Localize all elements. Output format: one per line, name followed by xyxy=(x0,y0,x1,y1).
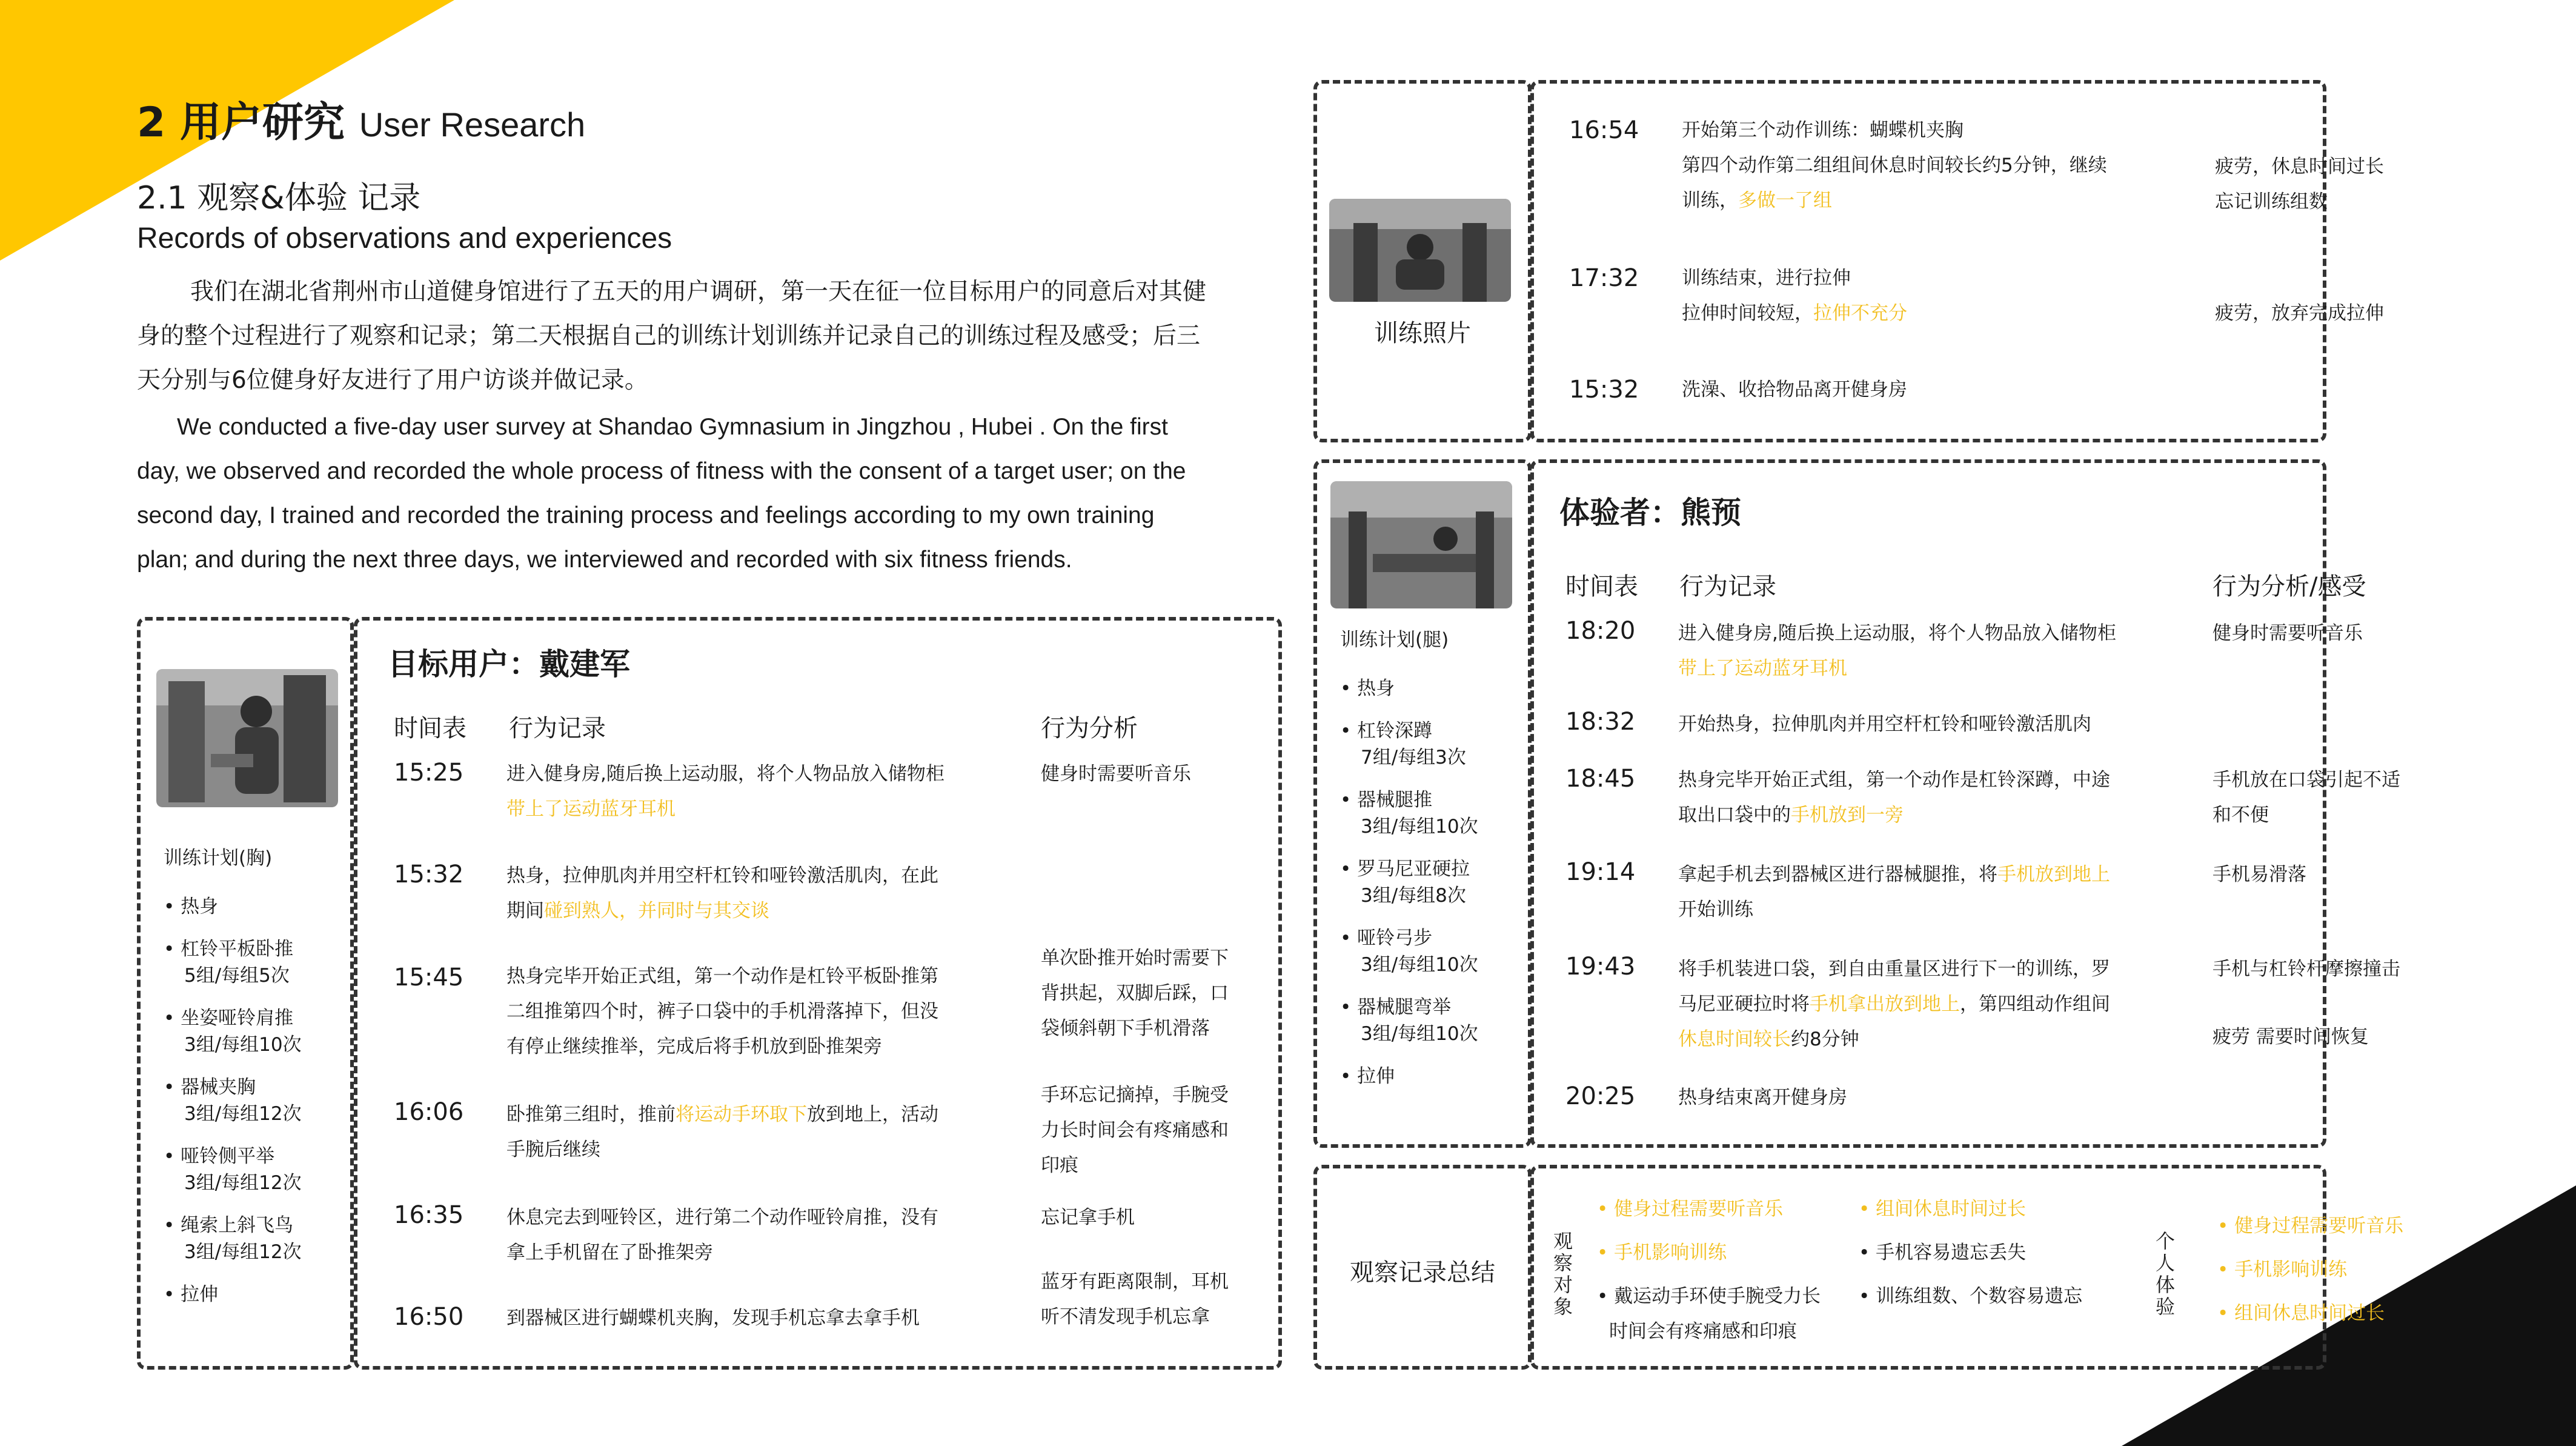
subsection-title-en: Records of observations and experiences xyxy=(137,222,672,255)
self-experience-label: 个人体验 xyxy=(2155,1230,2175,1318)
exp-plan-panel xyxy=(1313,459,1532,1148)
row-time: 18:45 xyxy=(1565,765,1636,793)
row-analysis: 手机放在口袋引起不适 和不便 xyxy=(2213,769,2400,826)
row-analysis: 健身时需要听音乐 xyxy=(2213,622,2363,644)
col-header-analysis: 行为分析 xyxy=(1041,715,1138,742)
plan-item: • 器械腿推 3组/每组10次 xyxy=(1340,789,1478,838)
photo-panel xyxy=(1313,80,1532,442)
gym-photo-chest xyxy=(156,669,338,807)
section-title-cn: 2 用户研究 xyxy=(137,99,345,147)
subsection-title: 2.1 观察&体验 记录 xyxy=(137,180,421,216)
gym-photo-legs xyxy=(1330,481,1512,608)
intro-en-line: plan; and during the next three days, we interviewed and recorded with six fitness friends. xyxy=(137,547,1072,573)
row-analysis: 健身时需要听音乐 xyxy=(1041,763,1191,785)
col-header-time: 时间表 xyxy=(394,715,466,742)
intro-cn xyxy=(137,270,1288,402)
row-time: 19:43 xyxy=(1565,953,1636,981)
row-time: 16:50 xyxy=(394,1303,464,1331)
plan-item: • 器械腿弯举 3组/每组10次 xyxy=(1340,996,1478,1045)
row-analysis: 疲劳，休息时间过长 忘记训练组数 xyxy=(2215,156,2384,213)
plan-item: • 热身 xyxy=(164,896,219,918)
summary-col-3: • 健身过程需要听音乐 • 手机影响训练 • 组间休息时间过长 xyxy=(2217,1215,2404,1324)
experiencer-title: 体验者：熊预 xyxy=(1559,495,1741,530)
plan-item: • 绳索上斜飞鸟 3组/每组12次 xyxy=(164,1214,302,1263)
row-analysis: 忘记拿手机 xyxy=(1041,1207,1135,1228)
intro-cn-line: 身的整个过程进行了观察和记录；第二天根据自己的训练计划训练并记录自己的训练过程及感受；后三 xyxy=(137,322,1201,350)
col-header-record: 行为记录 xyxy=(1679,573,1776,601)
row-analysis: 疲劳，放弃完成拉伸 xyxy=(2215,302,2384,324)
plan-item: • 杠铃深蹲 7组/每组3次 xyxy=(1340,720,1466,768)
plan-item: • 罗马尼亚硬拉 3组/每组8次 xyxy=(1340,858,1470,907)
training-photo xyxy=(1329,199,1511,302)
row-record: 热身完毕开始正式组，第一个动作是杠铃深蹲，中途 取出口袋中的手机放到一旁 xyxy=(1678,769,2110,826)
plan-item: • 拉伸 xyxy=(164,1284,219,1305)
observed-label: 观察对象 xyxy=(1553,1230,1573,1318)
row-time: 15:32 xyxy=(394,861,464,888)
row-record: 洗澡、收拾物品离开健身房 xyxy=(1682,379,1907,401)
target-plan-panel xyxy=(137,617,354,1370)
plan-item: • 哑铃弓步 3组/每组10次 xyxy=(1340,927,1478,976)
row-analysis: 蓝牙有距离限制，耳机 听不清发现手机忘拿 xyxy=(1041,1271,1229,1328)
intro-en xyxy=(137,405,1288,582)
row-record: 拿起手机去到器械区进行器械腿推，将手机放到地上 开始训练 xyxy=(1678,864,2110,921)
row-time: 20:25 xyxy=(1565,1082,1636,1110)
target-user-title: 目标用户：戴建军 xyxy=(388,647,630,682)
row-time: 15:45 xyxy=(394,964,464,991)
intro-en-line: We conducted a five-day user survey at Shandao Gymnasium in Jingzhou , Hubei . On the first xyxy=(177,414,1168,440)
intro-en-line: second day, I trained and recorded the training process and feelings according to my own training xyxy=(137,502,1155,528)
row-record: 热身，拉伸肌肉并用空杆杠铃和哑铃激活肌肉，在此 期间碰到熟人，并同时与其交谈 xyxy=(506,865,938,922)
row-time: 16:35 xyxy=(394,1201,464,1229)
summary-title-panel xyxy=(1313,1165,1532,1370)
row-time: 18:20 xyxy=(1565,617,1636,645)
row-record: 开始热身，拉伸肌肉并用空杆杠铃和哑铃激活肌肉 xyxy=(1678,713,2091,735)
intro-en-line: day, we observed and recorded the whole process of fitness with the consent of a target user; on the xyxy=(137,458,1186,484)
plan-item: • 器械夹胸 3组/每组12次 xyxy=(164,1076,302,1125)
col-header-analysis: 行为分析/感受 xyxy=(2213,573,2366,601)
row-time: 16:06 xyxy=(394,1098,464,1126)
row-record: 热身完毕开始正式组，第一个动作是杠铃平板卧推第 二组推第四个时，裤子口袋中的手机滑落掉下，但没 有停止继续推举，完成后将手机放到卧推架旁 xyxy=(506,965,938,1058)
summary-title: 观察记录总结 xyxy=(1350,1259,1495,1287)
row-record: 训练结束，进行拉伸 拉伸时间较短，拉伸不充分 xyxy=(1682,267,1907,324)
row-record: 进入健身房,随后换上运动服，将个人物品放入储物柜 带上了运动蓝牙耳机 xyxy=(506,763,944,820)
row-time: 19:14 xyxy=(1565,858,1636,886)
summary-col-1: • 健身过程需要听音乐 • 手机影响训练 • 戴运动手环使手腕受力长 时间会有疼痛感和印痕 xyxy=(1597,1198,1821,1342)
plan-list xyxy=(1340,675,1522,1090)
row-time: 15:25 xyxy=(394,759,464,787)
row-record: 到器械区进行蝴蝶机夹胸，发现手机忘拿去拿手机 xyxy=(506,1307,920,1329)
row-record: 开始第三个动作训练：蝴蝶机夹胸 第四个动作第二组组间休息时间较长约5分钟，继续 训练，多做一了组 xyxy=(1682,119,2107,212)
plan-title: 训练计划(腿) xyxy=(1340,629,1449,651)
plan-item: • 热身 xyxy=(1340,678,1395,699)
row-record: 将手机装进口袋，到自由重量区进行下一的训练，罗 马尼亚硬拉时将手机拿出放到地上，第四组动作组间 休息时间较长约8分钟 xyxy=(1678,958,2110,1050)
photo-label: 训练照片 xyxy=(1374,319,1471,347)
row-record: 进入健身房,随后换上运动服，将个人物品放入储物柜 带上了运动蓝牙耳机 xyxy=(1678,622,2116,679)
row-analysis: 手环忘记摘掉，手腕受 力长时间会有疼痛感和 印痕 xyxy=(1041,1084,1229,1176)
plan-item: • 哑铃侧平举 3组/每组12次 xyxy=(164,1145,302,1194)
row-analysis: 手机与杠铃杆摩擦撞击 疲劳 需要时间恢复 xyxy=(2213,958,2400,1048)
intro-cn-line: 我们在湖北省荆州市山道健身馆进行了五天的用户调研，第一天在征一位目标用户的同意后对其健 xyxy=(190,278,1207,305)
section-title-en: User Research xyxy=(359,105,586,144)
plan-item: • 拉伸 xyxy=(1340,1065,1395,1087)
row-record: 休息完去到哑铃区，进行第二个动作哑铃肩推，没有 拿上手机留在了卧推架旁 xyxy=(506,1207,938,1264)
row-time: 15:32 xyxy=(1569,376,1639,404)
col-header-record: 行为记录 xyxy=(509,715,606,742)
plan-item: • 坐姿哑铃肩推 3组/每组10次 xyxy=(164,1007,302,1056)
plan-title: 训练计划(胸) xyxy=(164,847,273,869)
row-time: 17:32 xyxy=(1569,264,1639,292)
row-analysis: 手机易滑落 xyxy=(2213,864,2306,885)
row-record: 卧推第三组时，推前将运动手环取下放到地上，活动 手腕后继续 xyxy=(506,1104,938,1161)
plan-list xyxy=(164,893,345,1308)
intro-cn-line: 天分别与6位健身好友进行了用户访谈并做记录。 xyxy=(137,367,648,394)
row-time: 18:32 xyxy=(1565,708,1636,736)
col-header-time: 时间表 xyxy=(1565,573,1638,601)
plan-item: • 杠铃平板卧推 5组/每组5次 xyxy=(164,938,294,987)
summary-col-2: • 组间休息时间过长 • 手机容易遗忘丢失 • 训练组数、个数容易遗忘 xyxy=(1859,1198,2083,1307)
section-title xyxy=(137,90,585,148)
row-time: 16:54 xyxy=(1569,116,1639,144)
row-analysis: 单次卧推开始时需要下 背拱起，双脚后踩，口 袋倾斜朝下手机滑落 xyxy=(1041,947,1229,1039)
row-record: 热身结束离开健身房 xyxy=(1678,1087,1847,1108)
